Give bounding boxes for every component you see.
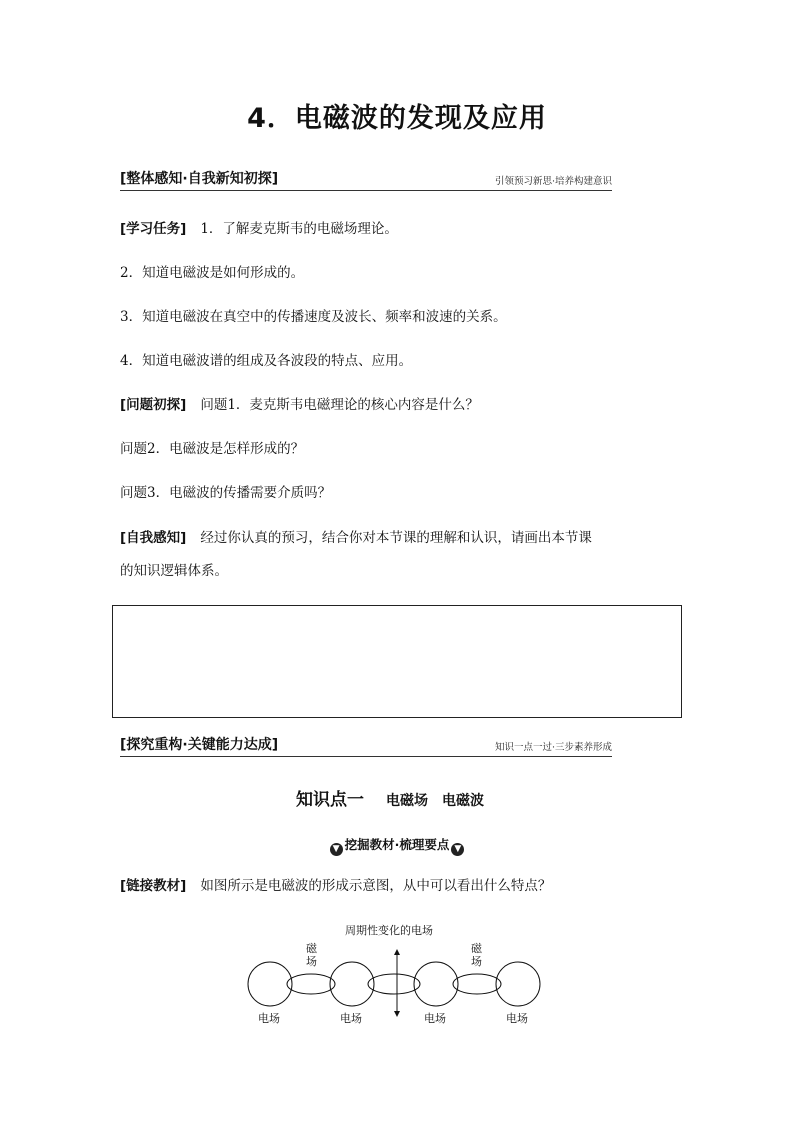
- electric-field-label: 电场: [340, 1012, 362, 1025]
- knowledge-point-heading: [0, 785, 794, 810]
- learning-task-item: 2．知道电磁波是如何形成的。: [120, 265, 305, 281]
- self-perception-paragraph: [120, 522, 680, 588]
- mine-textbook-banner: [0, 835, 794, 856]
- magnetic-field-label: 磁: [471, 942, 482, 955]
- section-subtitle: 知识一点一过·三步素养形成: [494, 742, 612, 753]
- chevron-down-icon: ▼: [330, 843, 343, 856]
- link-textbook-line: [120, 875, 680, 897]
- knowledge-point-topic: 电磁波: [442, 793, 484, 809]
- questions-label: [问题初探]: [120, 397, 187, 413]
- magnetic-field-loop: [453, 974, 501, 994]
- electric-field-loop: [496, 962, 540, 1006]
- learning-task-item: 4．知道电磁波谱的组成及各波段的特点、应用。: [120, 353, 413, 369]
- electric-field-label: 电场: [258, 1012, 280, 1025]
- magnetic-field-loop: [287, 974, 335, 994]
- link-textbook-text: 如图所示是电磁波的形成示意图，从中可以看出什么特点？: [200, 878, 552, 894]
- self-perception-text-1: 经过你认真的预习，结合你对本节课的理解和认识，请画出本节课: [200, 530, 592, 546]
- learning-task-line-1: [120, 218, 680, 240]
- chevron-down-icon: ▼: [451, 843, 464, 856]
- link-textbook-label: [链接教材]: [120, 878, 187, 894]
- question-item: 问题1．麦克斯韦电磁理论的核心内容是什么？: [200, 397, 479, 413]
- magnetic-field-label: 磁: [306, 942, 317, 955]
- section-subtitle: 引领预习新思·培养构建意识: [494, 176, 612, 187]
- learning-task-item: 3．知道电磁波在真空中的传播速度及波长、频率和波速的关系。: [120, 309, 507, 325]
- learning-tasks-label: [学习任务]: [120, 221, 187, 237]
- self-perception-label: [自我感知]: [120, 530, 187, 546]
- em-wave-diagram: [240, 918, 550, 1028]
- section-header-explore: [120, 734, 612, 757]
- electric-field-loop: [414, 962, 458, 1006]
- section-title: [探究重构·关键能力达成]: [120, 737, 279, 753]
- learning-task-item: 1．了解麦克斯韦的电磁场理论。: [200, 221, 398, 237]
- magnetic-field-label: 场: [306, 955, 317, 968]
- question-line-1: [120, 394, 680, 416]
- electric-field-label: 电场: [424, 1012, 446, 1025]
- knowledge-point-topic: 电磁场: [386, 793, 428, 809]
- electric-field-loop: [330, 962, 374, 1006]
- question-item: 问题3．电磁波的传播需要介质吗？: [120, 485, 332, 501]
- diagram-top-label: 周期性变化的电场: [345, 924, 433, 937]
- section-header-overview: [120, 168, 612, 191]
- magnetic-field-loop: [368, 974, 420, 994]
- mine-textbook-label: 挖掘教材·梳理要点: [344, 837, 450, 852]
- magnetic-field-label: 场: [471, 955, 482, 968]
- page-title: 4．电磁波的发现及应用: [247, 103, 547, 134]
- section-title: [整体感知·自我新知初探]: [120, 171, 279, 187]
- electric-field-label: 电场: [506, 1012, 528, 1025]
- knowledge-point-number: 知识点一: [296, 790, 364, 810]
- self-perception-text-2: 的知识逻辑体系。: [120, 563, 228, 579]
- answer-box[interactable]: [112, 605, 682, 718]
- electric-field-loop: [248, 962, 292, 1006]
- question-item: 问题2．电磁波是怎样形成的？: [120, 441, 305, 457]
